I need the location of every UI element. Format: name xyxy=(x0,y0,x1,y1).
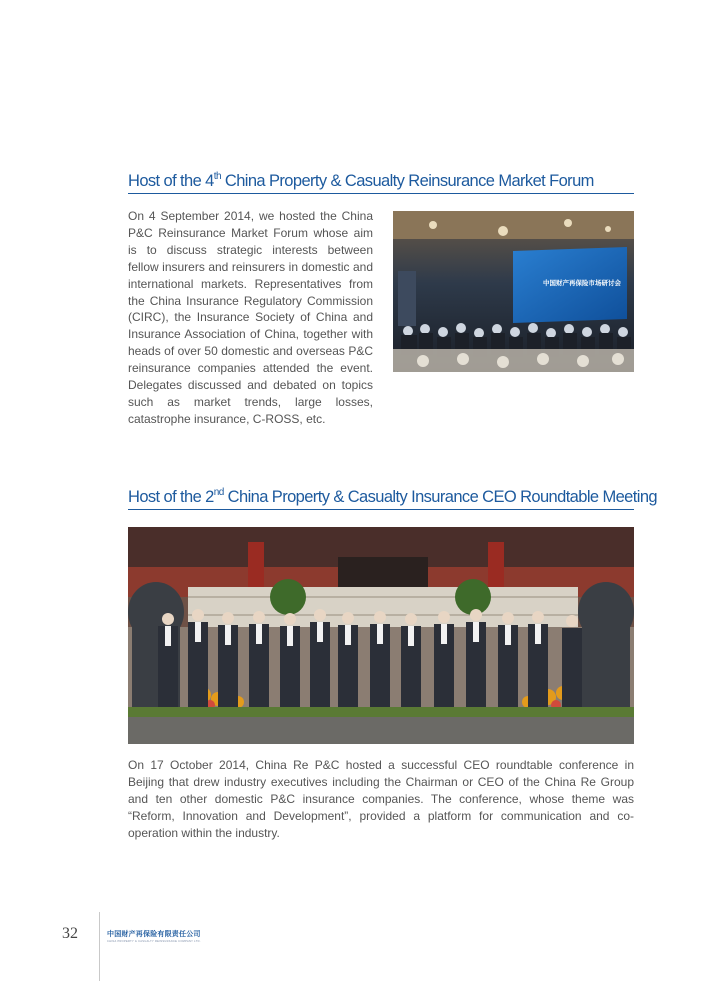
heading-text: Host of the 2 xyxy=(128,488,214,506)
heading-text: China Property & Casualty Reinsurance Market Forum xyxy=(220,172,594,190)
roundtable-paragraph: On 17 October 2014, China Re P&C hosted a successful CEO roundtable conference in Beijing that drew industry executives including the Chairman or CEO of the China Re Group and ten other domestic P&C insurance companies. The conference, whose theme was “Reform, Innovation and Development”, provided a platform for communication and co-operation within the industry. xyxy=(128,758,634,840)
section-heading-roundtable xyxy=(128,487,657,510)
section-heading-forum xyxy=(128,172,634,194)
roundtable-group-photo xyxy=(128,527,634,744)
forum-conference-photo xyxy=(393,211,634,372)
forum-paragraph: On 4 September 2014, we hosted the China P&C Reinsurance Market Forum whose aim is to discuss strategic interests between fellow insurers and reinsurers in domestic and international markets. Representatives from the China Insurance Regulatory Commission (CIRC), the Insurance Society of China and Insurance Association of China, together with heads of over 50 domestic and overseas P&C reinsurance companies attended the event. Delegates discussed and debated on topics such as market trends, large losses, catastrophe insurance, C-ROSS, etc. xyxy=(128,209,373,426)
footer-divider xyxy=(99,912,100,981)
screen-banner-text: 中国财产再保险市场研讨会 xyxy=(543,279,621,287)
company-logo xyxy=(107,929,201,943)
company-name-en: CHINA PROPERTY & CASUALTY REINSURANCE COMPANY LTD. xyxy=(107,940,201,943)
heading-text: Host of the 4 xyxy=(128,172,214,190)
heading-superscript: th xyxy=(213,171,221,182)
company-name-cn: 中国财产再保险有限责任公司 xyxy=(107,931,201,938)
heading-text: China Property & Casualty Insurance CEO Roundtable Meeting xyxy=(223,488,657,506)
heading-superscript: nd xyxy=(213,487,224,498)
page-number: 32 xyxy=(62,925,78,942)
